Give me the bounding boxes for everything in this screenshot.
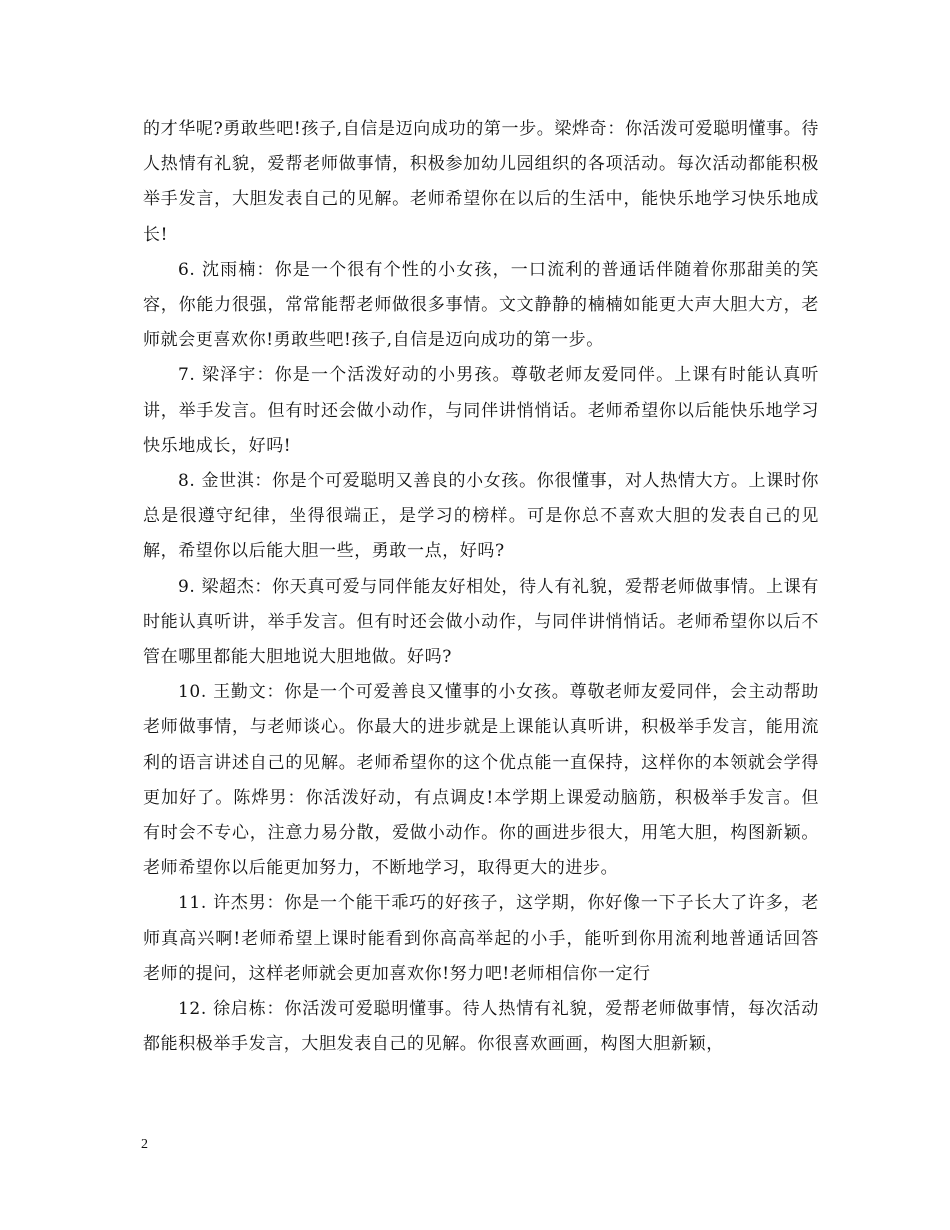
paragraph-item-6: 6. 沈雨楠：你是一个很有个性的小女孩，一口流利的普通话伴随着你那甜美的笑容，你能力很强，常常能帮老师做很多事情。文文静静的楠楠如能更大声大胆大方，老师就会更喜欢你!勇敢些吧!孩子,自信是迈向成功的第一步。 <box>143 259 819 351</box>
page-number: 2 <box>141 1137 148 1152</box>
body-text <box>143 112 819 1062</box>
paragraph-item-9: 9. 梁超杰：你天真可爱与同伴能友好相处，待人有礼貌，爱帮老师做事情。上课有时能认真听讲，举手发言。但有时还会做小动作，与同伴讲悄悄话。老师希望你以后不管在哪里都能大胆地说大胆地做。好吗? <box>143 576 819 668</box>
paragraph-item-11: 11. 许杰男：你是一个能干乖巧的好孩子，这学期，你好像一下子长大了许多，老师真高兴啊!老师希望上课时能看到你高高举起的小手，能听到你用流利地普通话回答老师的提问，这样老师就会更加喜欢你!努力吧!老师相信你一定行 <box>143 893 819 984</box>
paragraph-item-12: 12. 徐启栋：你活泼可爱聪明懂事。待人热情有礼貌，爱帮老师做事情，每次活动都能积极举手发言，大胆发表自己的见解。你很喜欢画画，构图大胆新颖， <box>143 999 819 1055</box>
paragraph-continuation: 的才华呢?勇敢些吧!孩子,自信是迈向成功的第一步。梁烨奇：你活泼可爱聪明懂事。待人热情有礼貌，爱帮老师做事情，积极参加幼儿园组织的各项活动。每次活动都能积极举手发言，大胆发表自己的见解。老师希望你在以后的生活中，能快乐地学习快乐地成长! <box>143 119 819 245</box>
paragraph-item-7: 7. 梁泽宇：你是一个活泼好动的小男孩。尊敬老师友爱同伴。上课有时能认真听讲，举手发言。但有时还会做小动作，与同伴讲悄悄话。老师希望你以后能快乐地学习快乐地成长，好吗! <box>143 365 819 456</box>
paragraph-item-8: 8. 金世淇：你是个可爱聪明又善良的小女孩。你很懂事，对人热情大方。上课时你总是很遵守纪律，坐得很端正，是学习的榜样。可是你总不喜欢大胆的发表自己的见解，希望你以后能大胆一些，勇敢一点，好吗? <box>143 471 819 562</box>
paragraph-item-10: 10. 王勤文：你是一个可爱善良又懂事的小女孩。尊敬老师友爱同伴，会主动帮助老师做事情，与老师谈心。你最大的进步就是上课能认真听讲，积极举手发言，能用流利的语言讲述自己的见解。老师希望你的这个优点能一直保持，这样你的本领就会学得更加好了。陈烨男：你活泼好动，有点调皮!本学期上课爱动脑筋，积极举手发言。但有时会不专心，注意力易分散，爱做小动作。你的画进步很大，用笔大胆，构图新颖。老师希望你以后能更加努力，不断地学习，取得更大的进步。 <box>143 682 819 879</box>
